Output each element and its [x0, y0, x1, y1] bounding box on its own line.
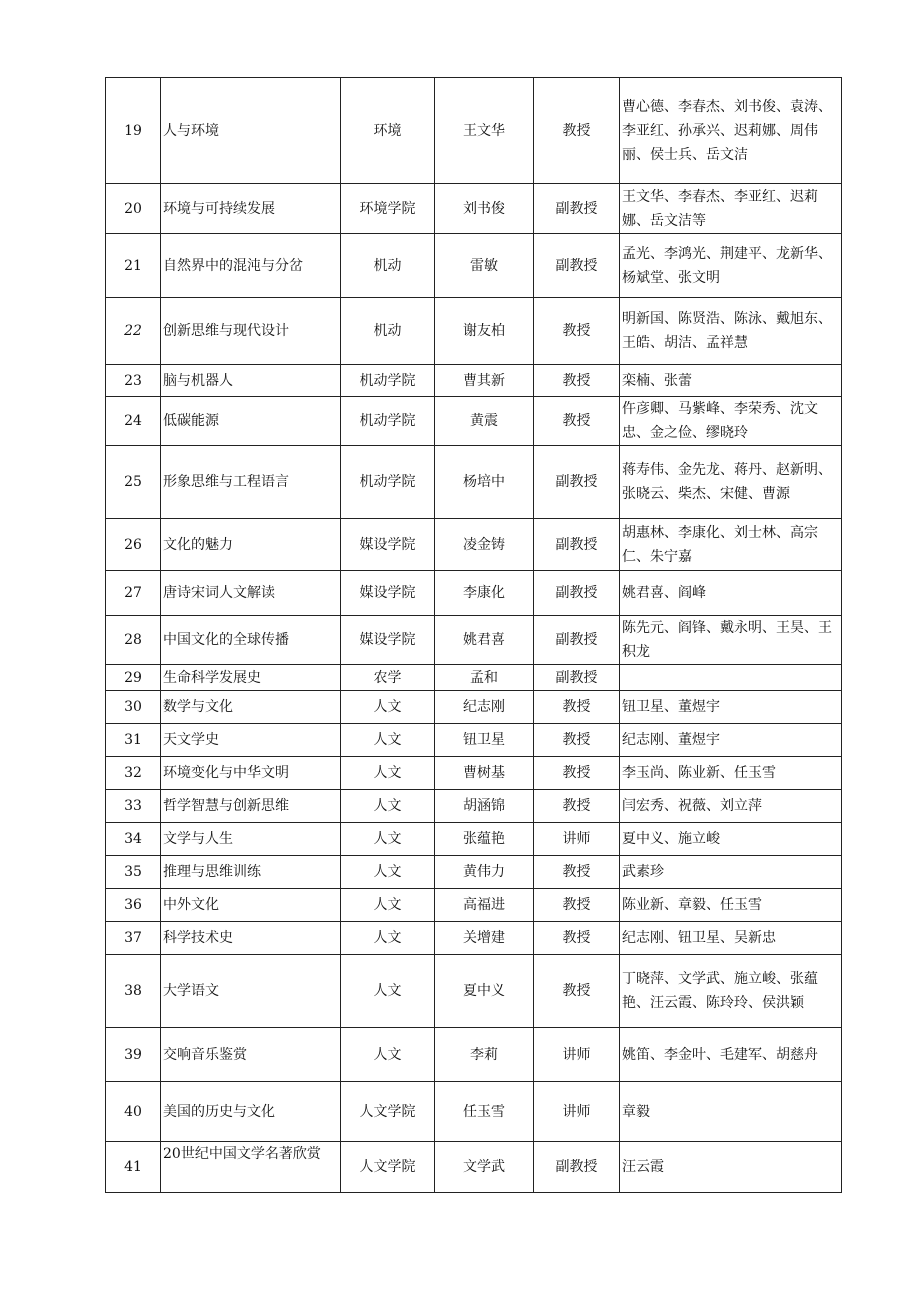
- team-members: 陈业新、章毅、任玉雪: [620, 889, 842, 922]
- course-name: 唐诗宋词人文解读: [161, 571, 341, 616]
- teacher-title: 讲师: [534, 1082, 620, 1142]
- course-name: 创新思维与现代设计: [161, 298, 341, 365]
- teacher-title: 教授: [534, 691, 620, 724]
- table-row: [106, 922, 842, 955]
- table-row: [106, 78, 842, 184]
- row-number: 32: [106, 757, 161, 790]
- row-number: 33: [106, 790, 161, 823]
- team-members: 孟光、李鸿光、荆建平、龙新华、杨斌堂、张文明: [620, 234, 842, 298]
- table-row: [106, 1142, 842, 1193]
- lead-teacher: 刘书俊: [435, 184, 534, 234]
- team-members: 武素珍: [620, 856, 842, 889]
- department: 人文学院: [341, 1082, 435, 1142]
- department: 机动学院: [341, 446, 435, 519]
- row-number: 19: [106, 78, 161, 184]
- course-name: 环境变化与中华文明: [161, 757, 341, 790]
- course-name: 中外文化: [161, 889, 341, 922]
- course-name: 脑与机器人: [161, 365, 341, 397]
- team-members: 蒋寿伟、金先龙、蒋丹、赵新明、张晓云、柴杰、宋健、曹源: [620, 446, 842, 519]
- lead-teacher: 曹其新: [435, 365, 534, 397]
- course-name: 文学与人生: [161, 823, 341, 856]
- teacher-title: 副教授: [534, 665, 620, 691]
- course-name: 环境与可持续发展: [161, 184, 341, 234]
- course-name: 生命科学发展史: [161, 665, 341, 691]
- course-name: 20世纪中国文学名著欣赏: [161, 1142, 341, 1193]
- table-row: [106, 1028, 842, 1082]
- table-row: [106, 298, 842, 365]
- team-members: 栾楠、张蕾: [620, 365, 842, 397]
- row-number: 26: [106, 519, 161, 571]
- teacher-title: 教授: [534, 397, 620, 446]
- teacher-title: 副教授: [534, 184, 620, 234]
- table-row: [106, 571, 842, 616]
- lead-teacher: 李康化: [435, 571, 534, 616]
- course-name: 哲学智慧与创新思维: [161, 790, 341, 823]
- table-row: [106, 889, 842, 922]
- row-number: 27: [106, 571, 161, 616]
- department: 人文: [341, 724, 435, 757]
- table-row: [106, 823, 842, 856]
- department: 人文: [341, 691, 435, 724]
- table-row: [106, 724, 842, 757]
- teacher-title: 副教授: [534, 519, 620, 571]
- department: 媒设学院: [341, 519, 435, 571]
- row-number: 21: [106, 234, 161, 298]
- course-name: 交响音乐鉴赏: [161, 1028, 341, 1082]
- department: 人文: [341, 757, 435, 790]
- team-members: 李玉尚、陈业新、任玉雪: [620, 757, 842, 790]
- lead-teacher: 曹树基: [435, 757, 534, 790]
- row-number: 34: [106, 823, 161, 856]
- course-name: 自然界中的混沌与分岔: [161, 234, 341, 298]
- row-number: 28: [106, 616, 161, 665]
- course-name: 低碳能源: [161, 397, 341, 446]
- table-row: [106, 757, 842, 790]
- course-name: 中国文化的全球传播: [161, 616, 341, 665]
- team-members: 曹心德、李春杰、刘书俊、袁涛、李亚红、孙承兴、迟莉娜、周伟丽、侯士兵、岳文洁: [620, 78, 842, 184]
- table-row: [106, 955, 842, 1028]
- teacher-title: 教授: [534, 889, 620, 922]
- department: 人文: [341, 955, 435, 1028]
- table-row: [106, 365, 842, 397]
- department: 人文: [341, 790, 435, 823]
- table-row: [106, 1082, 842, 1142]
- lead-teacher: 黄震: [435, 397, 534, 446]
- lead-teacher: 文学武: [435, 1142, 534, 1193]
- lead-teacher: 谢友柏: [435, 298, 534, 365]
- team-members: 夏中义、施立峻: [620, 823, 842, 856]
- department: 人文: [341, 922, 435, 955]
- team-members: 汪云霞: [620, 1142, 842, 1193]
- row-number: 41: [106, 1142, 161, 1193]
- team-members: 纪志刚、董煜宇: [620, 724, 842, 757]
- teacher-title: 教授: [534, 724, 620, 757]
- lead-teacher: 王文华: [435, 78, 534, 184]
- lead-teacher: 高福进: [435, 889, 534, 922]
- team-members: 王文华、李春杰、李亚红、迟莉娜、岳文洁等: [620, 184, 842, 234]
- teacher-title: 讲师: [534, 1028, 620, 1082]
- teacher-title: 教授: [534, 298, 620, 365]
- department: 农学: [341, 665, 435, 691]
- team-members: 姚君喜、阎峰: [620, 571, 842, 616]
- team-members: 明新国、陈贤浩、陈泳、戴旭东、王皓、胡洁、孟祥慧: [620, 298, 842, 365]
- teacher-title: 教授: [534, 955, 620, 1028]
- lead-teacher: 雷敏: [435, 234, 534, 298]
- table-row: [106, 856, 842, 889]
- row-number: 30: [106, 691, 161, 724]
- teacher-title: 教授: [534, 78, 620, 184]
- table-row: [106, 234, 842, 298]
- lead-teacher: 任玉雪: [435, 1082, 534, 1142]
- department: 人文: [341, 1028, 435, 1082]
- lead-teacher: 孟和: [435, 665, 534, 691]
- course-name: 推理与思维训练: [161, 856, 341, 889]
- row-number: 39: [106, 1028, 161, 1082]
- table-row: [106, 397, 842, 446]
- lead-teacher: 张蕴艳: [435, 823, 534, 856]
- row-number: 38: [106, 955, 161, 1028]
- department: 媒设学院: [341, 571, 435, 616]
- teacher-title: 教授: [534, 757, 620, 790]
- department: 机动学院: [341, 365, 435, 397]
- team-members: [620, 665, 842, 691]
- teacher-title: 教授: [534, 790, 620, 823]
- department: 媒设学院: [341, 616, 435, 665]
- department: 人文学院: [341, 1142, 435, 1193]
- row-number: 29: [106, 665, 161, 691]
- teacher-title: 副教授: [534, 1142, 620, 1193]
- lead-teacher: 夏中义: [435, 955, 534, 1028]
- course-name: 大学语文: [161, 955, 341, 1028]
- team-members: 章毅: [620, 1082, 842, 1142]
- lead-teacher: 纪志刚: [435, 691, 534, 724]
- lead-teacher: 杨培中: [435, 446, 534, 519]
- table-row: [106, 616, 842, 665]
- course-name: 文化的魅力: [161, 519, 341, 571]
- row-number: 22: [106, 298, 161, 365]
- row-number: 35: [106, 856, 161, 889]
- department: 人文: [341, 823, 435, 856]
- lead-teacher: 关增建: [435, 922, 534, 955]
- lead-teacher: 胡涵锦: [435, 790, 534, 823]
- table-row: [106, 446, 842, 519]
- team-members: 丁晓萍、文学武、施立峻、张蕴艳、汪云霞、陈玲玲、侯洪颖: [620, 955, 842, 1028]
- table-row: [106, 665, 842, 691]
- teacher-title: 讲师: [534, 823, 620, 856]
- lead-teacher: 凌金铸: [435, 519, 534, 571]
- department: 人文: [341, 889, 435, 922]
- table-row: [106, 519, 842, 571]
- team-members: 纪志刚、钮卫星、吴新忠: [620, 922, 842, 955]
- teacher-title: 副教授: [534, 446, 620, 519]
- team-members: 闫宏秀、祝薇、刘立萍: [620, 790, 842, 823]
- team-members: 胡惠林、李康化、刘士林、高宗仁、朱宁嘉: [620, 519, 842, 571]
- course-name: 形象思维与工程语言: [161, 446, 341, 519]
- team-members: 仵彦卿、马紫峰、李荣秀、沈文忠、金之俭、缪晓玲: [620, 397, 842, 446]
- course-name: 科学技术史: [161, 922, 341, 955]
- lead-teacher: 钮卫星: [435, 724, 534, 757]
- department: 环境学院: [341, 184, 435, 234]
- teacher-title: 教授: [534, 365, 620, 397]
- table-row: [106, 184, 842, 234]
- department: 环境: [341, 78, 435, 184]
- row-number: 40: [106, 1082, 161, 1142]
- team-members: 姚笛、李金叶、毛建军、胡慈舟: [620, 1028, 842, 1082]
- department: 机动: [341, 298, 435, 365]
- course-name: 人与环境: [161, 78, 341, 184]
- course-name: 天文学史: [161, 724, 341, 757]
- row-number: 37: [106, 922, 161, 955]
- team-members: 钮卫星、董煜宇: [620, 691, 842, 724]
- course-table: [105, 77, 842, 1193]
- department: 机动学院: [341, 397, 435, 446]
- lead-teacher: 李莉: [435, 1028, 534, 1082]
- team-members: 陈先元、阎锋、戴永明、王昊、王积龙: [620, 616, 842, 665]
- row-number: 25: [106, 446, 161, 519]
- table-row: [106, 790, 842, 823]
- row-number: 24: [106, 397, 161, 446]
- course-name: 数学与文化: [161, 691, 341, 724]
- row-number: 36: [106, 889, 161, 922]
- teacher-title: 副教授: [534, 234, 620, 298]
- course-name: 美国的历史与文化: [161, 1082, 341, 1142]
- teacher-title: 副教授: [534, 616, 620, 665]
- department: 人文: [341, 856, 435, 889]
- teacher-title: 教授: [534, 922, 620, 955]
- row-number: 23: [106, 365, 161, 397]
- lead-teacher: 姚君喜: [435, 616, 534, 665]
- table-row: [106, 691, 842, 724]
- teacher-title: 教授: [534, 856, 620, 889]
- row-number: 31: [106, 724, 161, 757]
- lead-teacher: 黄伟力: [435, 856, 534, 889]
- department: 机动: [341, 234, 435, 298]
- teacher-title: 副教授: [534, 571, 620, 616]
- row-number: 20: [106, 184, 161, 234]
